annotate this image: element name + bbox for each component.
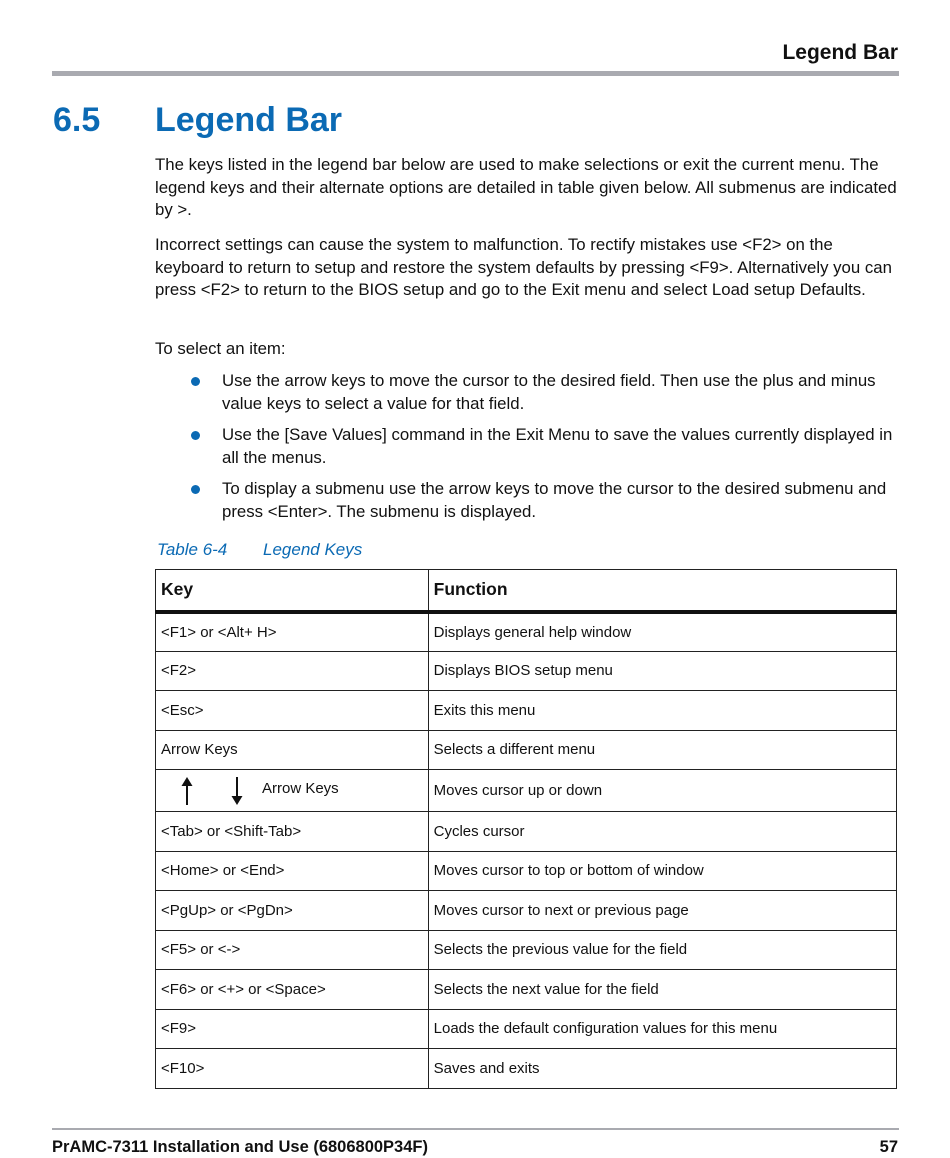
select-item-paragraph: To select an item: <box>155 339 286 358</box>
table-header-row <box>156 570 897 612</box>
table-row <box>156 770 897 812</box>
function-cell: Moves cursor to top or bottom of window <box>428 851 896 891</box>
legend-keys-table <box>155 569 897 1089</box>
table-row <box>156 1009 897 1049</box>
key-cell: <Home> or <End> <box>156 851 429 891</box>
key-cell: <Tab> or <Shift-Tab> <box>156 812 429 852</box>
function-cell: Selects the next value for the field <box>428 970 896 1010</box>
table-row <box>156 891 897 931</box>
intro-paragraph: The keys listed in the legend bar below are used to make selections or exit the current menu. The legend keys and their alternate options are detailed in table given below. All submenus are indicated by >. <box>155 155 897 220</box>
bullet-dot-icon <box>191 431 200 440</box>
function-cell: Selects a different menu <box>428 730 896 770</box>
list-item <box>155 370 900 415</box>
down-arrow-icon <box>232 777 243 805</box>
key-cell <box>156 770 429 812</box>
function-cell: Displays general help window <box>428 612 896 652</box>
header-rule <box>52 71 899 76</box>
key-cell: <F9> <box>156 1009 429 1049</box>
table-row <box>156 651 897 691</box>
header-key: Key <box>156 570 429 612</box>
key-cell: <Esc> <box>156 691 429 731</box>
key-cell: <F2> <box>156 651 429 691</box>
table-row <box>156 612 897 652</box>
table-row <box>156 812 897 852</box>
up-arrow-icon <box>182 777 193 805</box>
bullet-dot-icon <box>191 377 200 386</box>
warning-paragraph: Incorrect settings can cause the system to malfunction. To rectify mistakes use <F2> on the keyboard to return to setup and restore the system defaults by pressing <F9>. Alternatively you can press <F2> to return to the BIOS setup and go to the Exit menu and select Load setup Defaults. <box>155 235 892 300</box>
up-down-arrows-icon <box>174 776 244 806</box>
bullet-dot-icon <box>191 485 200 494</box>
function-cell: Saves and exits <box>428 1049 896 1089</box>
function-cell: Loads the default configuration values for this menu <box>428 1009 896 1049</box>
key-cell: <PgUp> or <PgDn> <box>156 891 429 931</box>
footer-rule <box>52 1128 899 1130</box>
function-cell: Exits this menu <box>428 691 896 731</box>
header-function: Function <box>428 570 896 612</box>
key-cell: Arrow Keys <box>156 730 429 770</box>
table-row <box>156 691 897 731</box>
list-item-text: Use the arrow keys to move the cursor to the desired field. Then use the plus and minus value keys to select a value for that field. <box>222 371 876 413</box>
table-caption-title: Legend Keys <box>263 540 363 559</box>
table-caption-number: Table 6-4 <box>157 540 228 559</box>
function-cell: Selects the previous value for the field <box>428 930 896 970</box>
key-cell: <F6> or <+> or <Space> <box>156 970 429 1010</box>
section-title: Legend Bar <box>155 101 343 139</box>
list-item <box>155 478 900 523</box>
function-cell: Displays BIOS setup menu <box>428 651 896 691</box>
section-number: 6.5 <box>53 101 101 139</box>
arrow-keys-label: Arrow Keys <box>262 780 339 797</box>
instruction-list <box>155 370 900 533</box>
list-item-text: To display a submenu use the arrow keys to move the cursor to the desired submenu and press <Enter>. The submenu is displayed. <box>222 479 887 521</box>
running-header: Legend Bar <box>782 41 898 64</box>
list-item-text: Use the [Save Values] command in the Exit Menu to save the values currently displayed in all the menus. <box>222 425 893 467</box>
table-row <box>156 930 897 970</box>
footer-page-number: 57 <box>879 1138 898 1156</box>
table-row <box>156 730 897 770</box>
footer-document-title: PrAMC-7311 Installation and Use (6806800P34F) <box>52 1138 428 1156</box>
key-cell: <F1> or <Alt+ H> <box>156 612 429 652</box>
list-item <box>155 424 900 469</box>
key-cell: <F5> or <-> <box>156 930 429 970</box>
key-cell: <F10> <box>156 1049 429 1089</box>
table-row <box>156 970 897 1010</box>
table-row <box>156 1049 897 1089</box>
function-cell: Moves cursor up or down <box>428 770 896 812</box>
table-row <box>156 851 897 891</box>
function-cell: Moves cursor to next or previous page <box>428 891 896 931</box>
function-cell: Cycles cursor <box>428 812 896 852</box>
